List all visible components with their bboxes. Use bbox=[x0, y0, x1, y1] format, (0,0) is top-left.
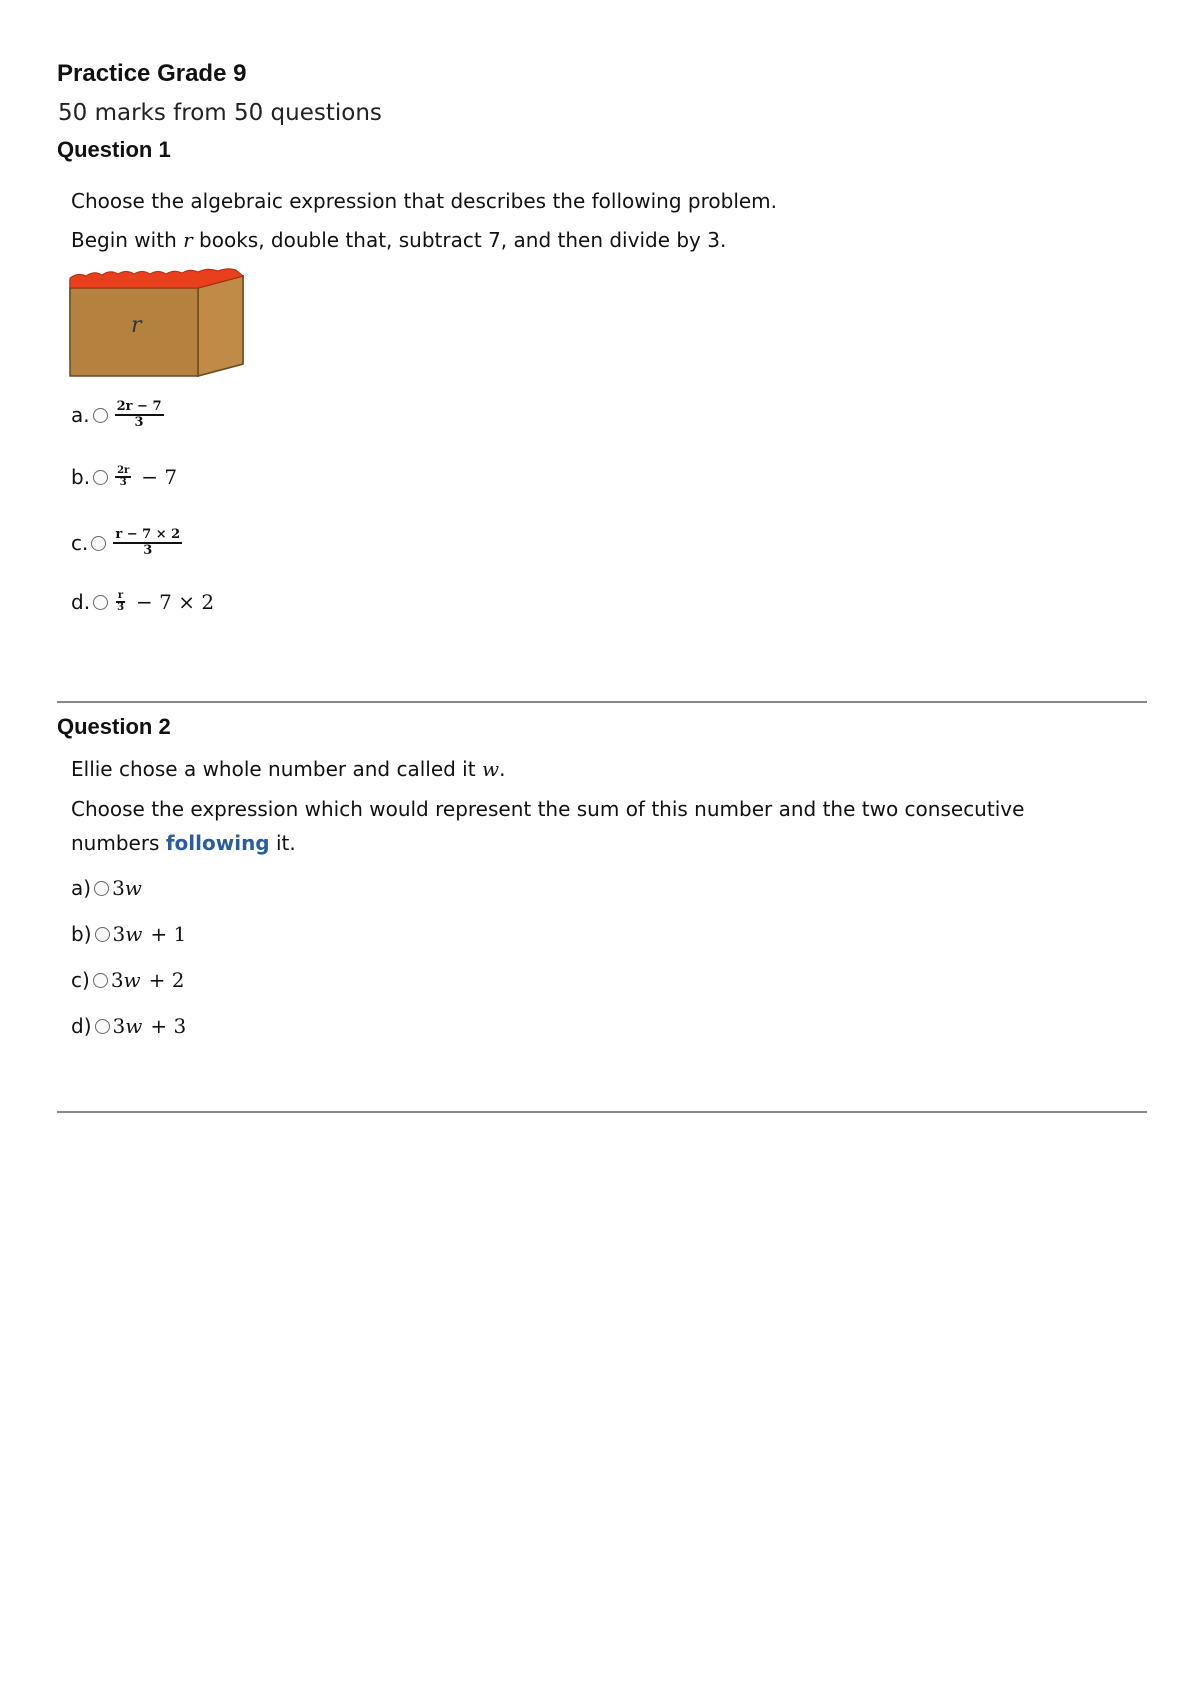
fraction bbox=[115, 466, 131, 488]
line-1-suffix: . bbox=[499, 757, 506, 781]
expression-variable: w bbox=[125, 1014, 143, 1038]
fraction-denominator: 3 bbox=[143, 543, 153, 558]
q1-option-d[interactable] bbox=[71, 590, 214, 614]
fraction-numerator: r − 7 × 2 bbox=[115, 527, 181, 542]
option-letter: c. bbox=[71, 531, 89, 555]
option-letter: a. bbox=[71, 403, 90, 427]
expression-coefficient: 3 bbox=[112, 1014, 126, 1038]
question-2-line-2: Choose the expression which would represent the sum of this number and the two consecutive bbox=[71, 797, 1025, 821]
option-letter: b) bbox=[71, 922, 92, 946]
q2-option-d[interactable] bbox=[71, 1014, 186, 1038]
radio-button[interactable] bbox=[93, 595, 108, 610]
problem-suffix: books, double that, subtract 7, and then divide by 3. bbox=[192, 228, 727, 252]
option-letter: d. bbox=[71, 590, 91, 614]
radio-button[interactable] bbox=[93, 408, 108, 423]
expression-tail: + 1 bbox=[150, 922, 187, 946]
fraction-numerator: 2r − 7 bbox=[116, 399, 162, 414]
q2-option-b[interactable] bbox=[71, 922, 186, 946]
line-1-prefix: Ellie chose a whole number and called it bbox=[71, 757, 482, 781]
question-1-heading: Question 1 bbox=[57, 137, 171, 162]
fraction-denominator: 3 bbox=[134, 415, 144, 430]
fraction-denominator: 3 bbox=[117, 602, 125, 613]
q2-option-a[interactable] bbox=[71, 876, 142, 900]
option-letter: b. bbox=[71, 465, 91, 489]
radio-button[interactable] bbox=[95, 1019, 110, 1034]
option-letter: c) bbox=[71, 968, 90, 992]
expression-variable: w bbox=[125, 922, 143, 946]
fraction-numerator: r bbox=[117, 590, 124, 601]
expression-tail: − 7 bbox=[141, 465, 178, 489]
expression-coefficient: 3 bbox=[110, 968, 124, 992]
expression-coefficient: 3 bbox=[112, 922, 126, 946]
q1-option-a[interactable] bbox=[71, 400, 168, 430]
line-3-suffix: it. bbox=[269, 831, 296, 855]
expression-variable: w bbox=[124, 876, 142, 900]
book-box-image bbox=[68, 268, 248, 378]
question-1-problem bbox=[71, 223, 726, 257]
variable-w: w bbox=[481, 757, 500, 781]
option-letter: a) bbox=[71, 876, 92, 900]
expression-variable: w bbox=[123, 968, 141, 992]
document-title: Practice Grade 9 bbox=[57, 60, 247, 87]
radio-button[interactable] bbox=[93, 973, 108, 988]
radio-button[interactable] bbox=[91, 536, 106, 551]
expression-tail: + 3 bbox=[150, 1014, 187, 1038]
fraction bbox=[113, 528, 182, 558]
question-2-line-1 bbox=[71, 752, 505, 786]
section-divider bbox=[57, 1111, 1147, 1113]
fraction-numerator: 2r bbox=[117, 465, 130, 476]
radio-button[interactable] bbox=[94, 881, 109, 896]
document-subtitle: 50 marks from 50 questions bbox=[58, 100, 382, 126]
q2-option-c[interactable] bbox=[71, 968, 185, 992]
radio-button[interactable] bbox=[95, 927, 110, 942]
expression-coefficient: 3 bbox=[112, 876, 125, 900]
fraction-denominator: 3 bbox=[119, 477, 127, 488]
fraction bbox=[115, 591, 126, 613]
radio-button[interactable] bbox=[93, 470, 108, 485]
problem-prefix: Begin with bbox=[71, 228, 184, 252]
q1-option-c[interactable] bbox=[71, 528, 186, 558]
q1-option-b[interactable] bbox=[71, 465, 177, 489]
fraction bbox=[115, 400, 164, 430]
section-divider bbox=[57, 701, 1147, 703]
line-3-prefix: numbers bbox=[71, 831, 166, 855]
box-label: r bbox=[131, 313, 142, 338]
question-1-prompt: Choose the algebraic expression that describes the following problem. bbox=[71, 189, 778, 213]
expression-tail: + 2 bbox=[148, 968, 185, 992]
question-2-line-3 bbox=[71, 826, 296, 860]
problem-variable: r bbox=[183, 228, 193, 252]
following-link[interactable]: following bbox=[165, 831, 270, 855]
option-letter: d) bbox=[71, 1014, 92, 1038]
question-2-heading: Question 2 bbox=[57, 714, 171, 739]
expression-tail: − 7 × 2 bbox=[136, 590, 215, 614]
